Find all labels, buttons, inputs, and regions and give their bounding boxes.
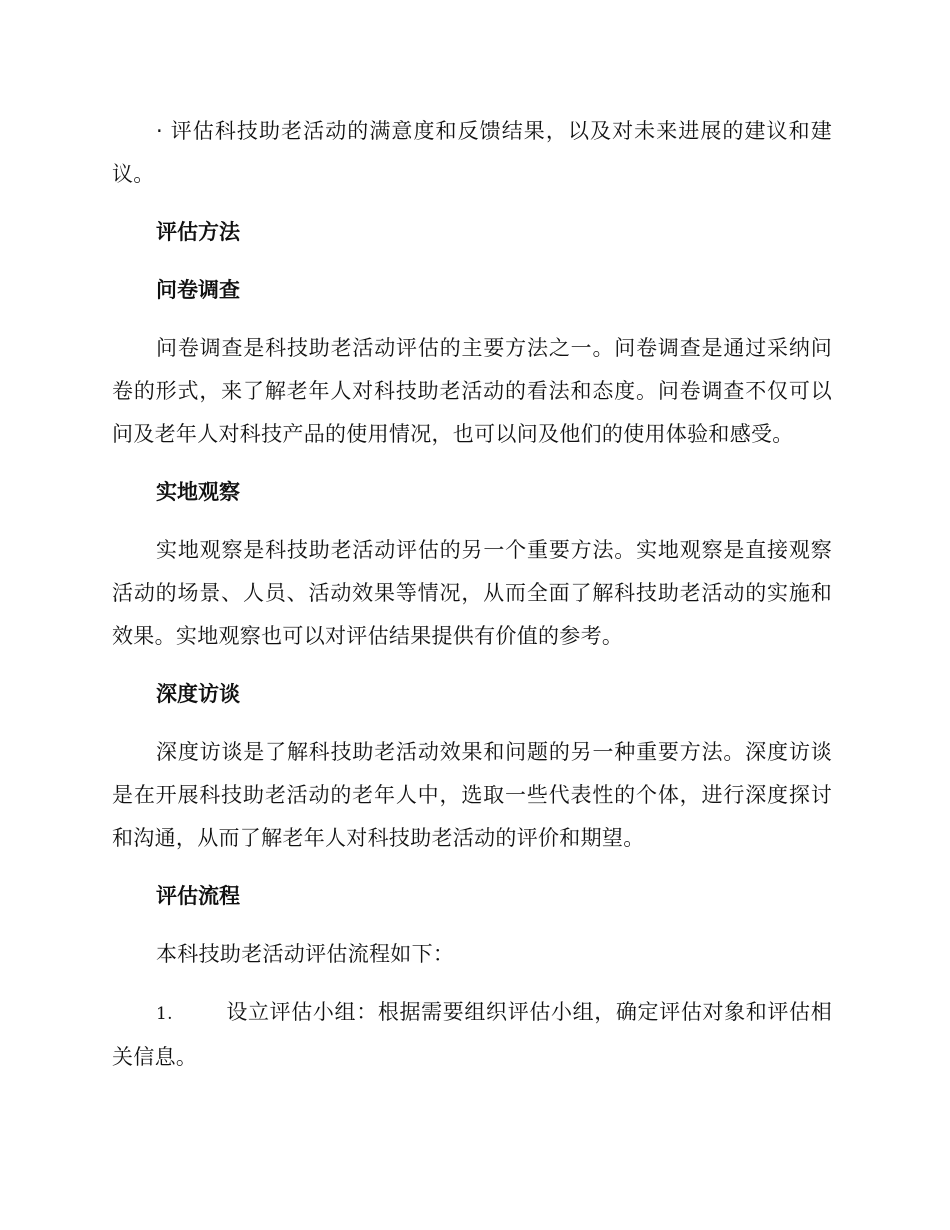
- in-depth-interview-paragraph: 深度访谈是了解科技助老活动效果和问题的另一种重要方法。深度访谈是在开展科技助老活动的老年人中，选取一些代表性的个体，进行深度探讨和沟通，从而了解老年人对科技助老活动的评价和期望。: [112, 740, 832, 850]
- heading-in-depth-interview: 深度访谈: [156, 682, 240, 706]
- intro-bullet-paragraph: · 评估科技助老活动的满意度和反馈结果，以及对未来进展的建议和建议。: [112, 119, 832, 186]
- process-step-text: 设立评估小组：根据需要组织评估小组，确定评估对象和评估相关信息。: [112, 1000, 832, 1069]
- field-observation-paragraph: 实地观察是科技助老活动评估的另一个重要方法。实地观察是直接观察活动的场景、人员、活动效果等情况，从而全面了解科技助老活动的实施和效果。实地观察也可以对评估结果提供有价值的参考。: [112, 538, 832, 648]
- process-step-number: 1.: [156, 1004, 173, 1024]
- questionnaire-paragraph: 问卷调查是科技助老活动评估的主要方法之一。问卷调查是通过采纳问卷的形式，来了解老年人对科技助老活动的看法和态度。问卷调查不仅可以问及老年人对科技产品的使用情况，也可以问及他们的使用体验和感受。: [112, 336, 832, 446]
- process-intro-paragraph: 本科技助老活动评估流程如下：: [156, 942, 455, 966]
- heading-evaluation-process: 评估流程: [156, 884, 240, 908]
- document-page: [112, 110, 832, 1079]
- heading-questionnaire: 问卷调查: [156, 278, 240, 302]
- heading-field-observation: 实地观察: [156, 480, 240, 504]
- heading-evaluation-methods: 评估方法: [156, 220, 240, 244]
- process-step-item: [112, 991, 832, 1079]
